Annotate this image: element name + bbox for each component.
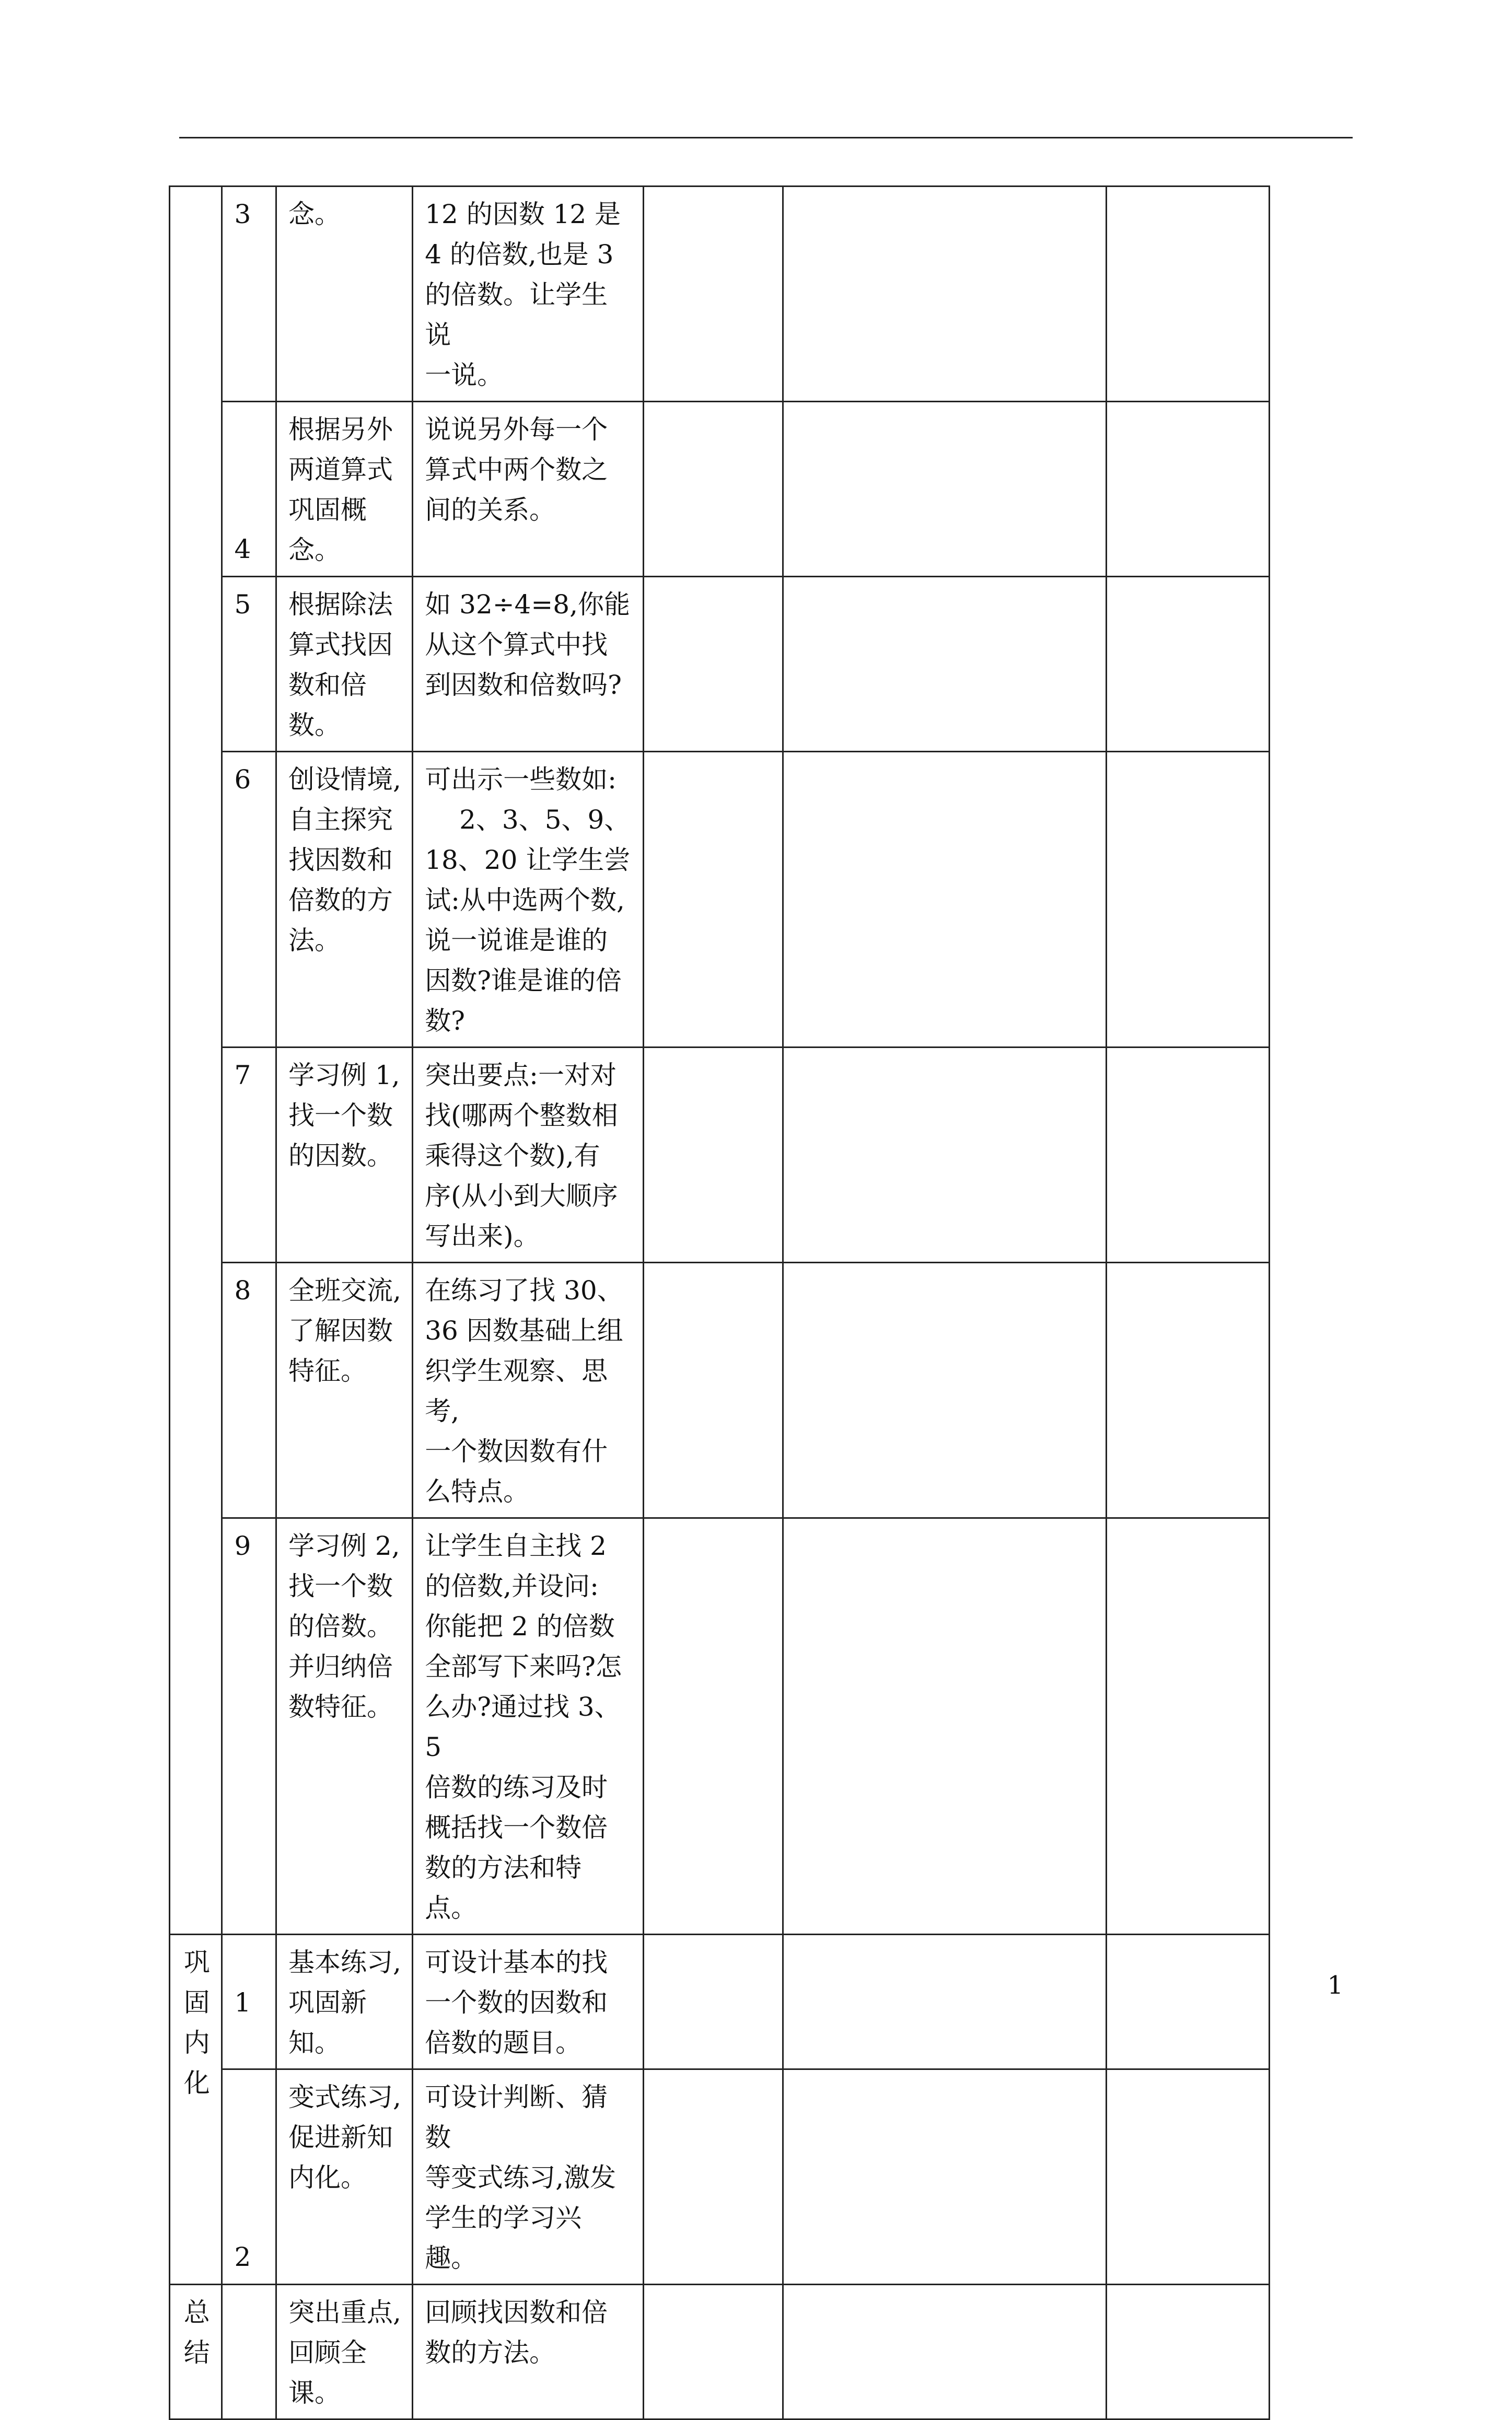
step-title: 突出重点, 回顾全课。 [276,2285,412,2419]
lesson-plan-table [169,185,1270,2420]
blank-cell [1107,2285,1270,2419]
blank-cell [1107,1263,1270,1518]
table-row [170,1935,1270,2069]
blank-cell [783,187,1107,402]
step-content: 可设计判断、猜数 等变式练习,激发 学生的学习兴趣。 [413,2069,644,2285]
table-row [170,577,1270,752]
step-number: 9 [222,1518,276,1935]
blank-cell [644,1935,783,2069]
blank-cell [783,2069,1107,2285]
step-number [222,2285,276,2419]
blank-cell [1107,577,1270,752]
blank-cell [783,752,1107,1048]
step-title: 学习例 2, 找一个数 的倍数。 并归纳倍 数特征。 [276,1518,412,1935]
step-number: 1 [222,1935,276,2069]
blank-cell [644,2285,783,2419]
table-row [170,2069,1270,2285]
table-row [170,1048,1270,1263]
step-content: 可出示一些数如: 2、3、5、9、 18、20 让学生尝 试:从中选两个数, 说一说谁是谁的 因数?谁是谁的倍 数? [413,752,644,1048]
blank-cell [644,2069,783,2285]
step-content: 可设计基本的找 一个数的因数和 倍数的题目。 [413,1935,644,2069]
step-title: 念。 [276,187,412,402]
step-title: 变式练习, 促进新知 内化。 [276,2069,412,2285]
step-title: 根据另外 两道算式 巩固概念。 [276,402,412,577]
step-title: 基本练习, 巩固新知。 [276,1935,412,2069]
step-number: 3 [222,187,276,402]
table-row [170,1518,1270,1935]
blank-cell [783,577,1107,752]
blank-cell [644,577,783,752]
blank-cell [783,1263,1107,1518]
blank-cell [783,402,1107,577]
step-number: 8 [222,1263,276,1518]
step-title: 全班交流, 了解因数 特征。 [276,1263,412,1518]
blank-cell [783,1048,1107,1263]
blank-cell [1107,187,1270,402]
step-title: 创设情境, 自主探究 找因数和 倍数的方 法。 [276,752,412,1048]
blank-cell [1107,2069,1270,2285]
blank-cell [783,1518,1107,1935]
step-content: 回顾找因数和倍 数的方法。 [413,2285,644,2419]
table-row [170,2285,1270,2419]
step-title: 学习例 1, 找一个数 的因数。 [276,1048,412,1263]
blank-cell [1107,752,1270,1048]
stage-cell-zhankai [170,187,222,1935]
step-content: 让学生自主找 2 的倍数,并设问: 你能把 2 的倍数 全部写下来吗?怎 么办?通过找 3、5 倍数的练习及时 概括找一个数倍 数的方法和特点。 [413,1518,644,1935]
header-rule [179,137,1353,138]
step-content: 突出要点:一对对 找(哪两个整数相 乘得这个数),有 序(从小到大顺序 写出来)。 [413,1048,644,1263]
step-number: 6 [222,752,276,1048]
table-row [170,1263,1270,1518]
step-number: 7 [222,1048,276,1263]
table-row [170,187,1270,402]
step-number: 5 [222,577,276,752]
blank-cell [644,187,783,402]
blank-cell [1107,1935,1270,2069]
page-number: 1 [1327,1971,1343,2000]
stage-cell-zongjie: 总 结 [170,2285,222,2419]
step-content: 如 32÷4=8,你能 从这个算式中找 到因数和倍数吗? [413,577,644,752]
blank-cell [644,1263,783,1518]
blank-cell [1107,402,1270,577]
blank-cell [644,402,783,577]
step-number: 4 [222,402,276,577]
blank-cell [644,1518,783,1935]
table-row [170,402,1270,577]
step-title: 根据除法 算式找因 数和倍数。 [276,577,412,752]
blank-cell [644,1048,783,1263]
blank-cell [783,2285,1107,2419]
step-content: 说说另外每一个 算式中两个数之 间的关系。 [413,402,644,577]
blank-cell [644,752,783,1048]
step-content: 12 的因数 12 是 4 的倍数,也是 3 的倍数。让学生说 一说。 [413,187,644,402]
step-content: 在练习了找 30、 36 因数基础上组 织学生观察、思考, 一个数因数有什 么特点。 [413,1263,644,1518]
stage-cell-gonggu: 巩 固 内 化 [170,1935,222,2285]
blank-cell [783,1935,1107,2069]
step-number: 2 [222,2069,276,2285]
table-row [170,752,1270,1048]
blank-cell [1107,1048,1270,1263]
blank-cell [1107,1518,1270,1935]
